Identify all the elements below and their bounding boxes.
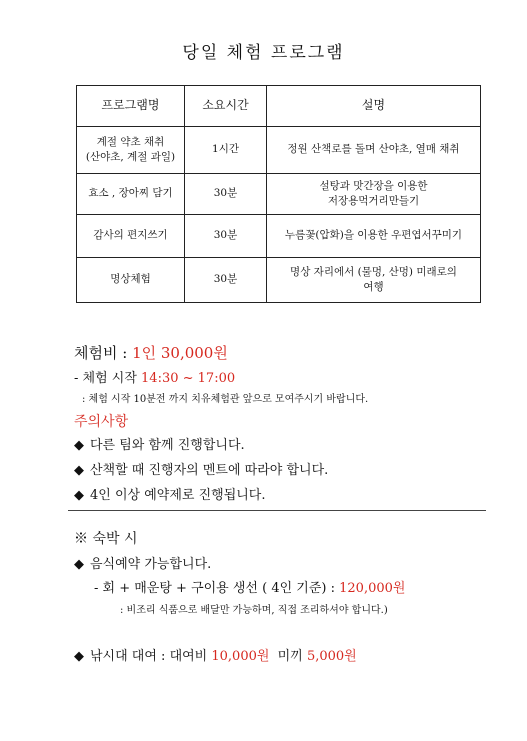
fishing-rental-line: [74, 645, 357, 664]
fee-value: 1인 30,000원: [132, 344, 228, 362]
caution-item: [74, 459, 328, 478]
start-note: : 체험 시작 10분전 까지 치유체험관 앞으로 모여주시기 바랍니다.: [82, 394, 369, 405]
description-cell: [267, 174, 481, 215]
page-title: 당일 체험 프로그램: [182, 43, 345, 63]
start-value: 14:30 ~ 17:00: [141, 371, 236, 386]
bait-price: 5,000원: [306, 649, 357, 664]
caution-item: [74, 434, 245, 453]
menu-line: [94, 577, 405, 596]
bait-label: 미끼: [269, 649, 307, 664]
table-row: [77, 258, 481, 303]
duration-cell: 30분: [185, 258, 267, 303]
description-line: 여행: [363, 281, 384, 293]
duration-cell: 30분: [185, 174, 267, 215]
description-cell: [267, 127, 481, 174]
program-name-line: (산야초, 계절 과일): [85, 151, 176, 163]
description-cell: [267, 258, 481, 303]
menu-label: - 회 + 매운탕 + 구이용 생선 ( 4인 기준) :: [94, 581, 340, 596]
fee-label: 체험비 :: [74, 344, 133, 362]
menu-price: 120,000원: [339, 581, 406, 596]
fishing-label: 낚시대 대여 : 대여비: [90, 649, 212, 664]
description-line: 설탕과 맛간장을 이용한: [319, 179, 428, 192]
fee-line: [74, 342, 228, 363]
food-reservation-text: 음식예약 가능합니다.: [90, 557, 212, 572]
duration-cell: 1시간: [185, 127, 267, 174]
program-name-cell: 효소 , 장아찌 담기: [77, 174, 185, 215]
caution-title: 주의사항: [74, 414, 129, 430]
start-label: - 체험 시작: [74, 371, 142, 386]
section-divider: [68, 510, 486, 511]
diamond-bullet-icon: ◆: [74, 557, 84, 572]
diamond-bullet-icon: ◆: [74, 488, 84, 503]
rent-price: 10,000원: [211, 649, 270, 664]
description-cell: 누름꽃(압화)을 이용한 우편엽서꾸미기: [267, 215, 481, 258]
program-table: [76, 85, 481, 303]
program-name-cell: 명상체험: [77, 258, 185, 303]
duration-cell: 30분: [185, 215, 267, 258]
table-row: [77, 127, 481, 174]
table-header-row: [77, 86, 481, 127]
caution-item: [74, 484, 266, 503]
stay-title: ※ 숙박 시: [74, 531, 138, 547]
description-line: 정원 산책로를 돌며 산야초, 열매 채취: [287, 143, 460, 156]
menu-note: : 비조리 식품으로 배달만 가능하며, 직접 조리하셔야 합니다.): [120, 605, 388, 616]
header-program-name: 프로그램명: [77, 86, 185, 127]
header-duration: 소요시간: [185, 86, 267, 127]
food-reservation-line: [74, 553, 211, 572]
diamond-bullet-icon: ◆: [74, 463, 84, 478]
header-description: 설명: [267, 86, 481, 127]
program-name-cell: [77, 127, 185, 174]
caution-text: 다른 팀와 함께 진행합니다.: [90, 438, 245, 453]
table-row: [77, 174, 481, 215]
start-time-line: [74, 367, 235, 386]
caution-text: 산책할 때 진행자의 멘트에 따라야 합니다.: [90, 463, 329, 478]
description-line: 명상 자리에서 (물멍, 산멍) 미래로의: [290, 265, 457, 278]
program-name-cell: 감사의 편지쓰기: [77, 215, 185, 258]
diamond-bullet-icon: ◆: [74, 438, 84, 453]
program-name-line: 계절 약초 채취: [96, 135, 165, 148]
table-row: [77, 215, 481, 258]
diamond-bullet-icon: ◆: [74, 649, 84, 664]
caution-text: 4인 이상 예약제로 진행됩니다.: [90, 488, 266, 503]
description-line: 저장용먹거리만들기: [327, 195, 420, 207]
